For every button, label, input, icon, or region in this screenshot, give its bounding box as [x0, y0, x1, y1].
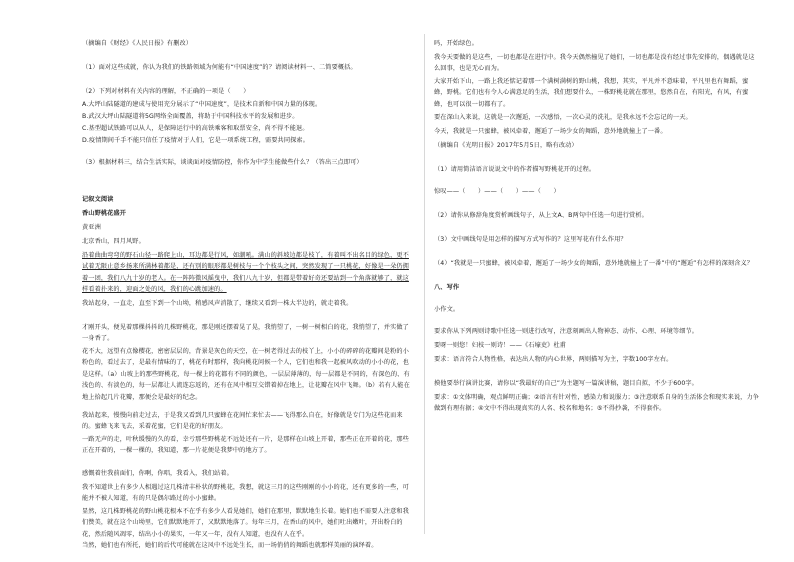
- writing-task-1-requirement: 要求：语言符合人物性格，表达出人物的内心世界，两则描写为主，字数100字左右。: [434, 356, 673, 363]
- paragraph-3: 我站起身，一直走，直至下到一个山坳，稍感风声消散了，继续又看到一株大半边的，就走着我。: [82, 300, 353, 307]
- right-question-3: （3）文中画线句是用怎样的描写方式写作的？这里写花有什么作用？: [434, 236, 627, 243]
- question-2: （2）下列对材料有关内容的理解，不正确的一项是（ ）: [82, 88, 250, 95]
- option-d: D.疫情期间千手不能只信任了疫情对于人们，它是一项系统工程，需要共同探索。: [82, 137, 309, 144]
- paragraph-10: 显然，这几株野桃花的野山桃花根本不在乎有多少人看见她们，她们在那里，默默地生长着。她们也不需要人注意和我们赞美，就在这个山坳里，它们默默地开了，又默默地落了。每年三月，在香山的风中，她们吐出嫩叶，开出粉白的花，然后随风凋零，结出小小的果实，一年又一年，没有人知道，也没有人在乎。: [82, 508, 409, 538]
- right-source-note: （摘编自《光明日报》2017年5月5日，略有改动）: [434, 142, 578, 149]
- writing-task-2-requirement: 要求：①文体明确，观点鲜明正确；②语言有针对性，感染力和说服力；③注意联系自身的生活体会和现实来说，力争做到有理有据；④文中不得出现真实的人名、校名和地名；⑤不得抄袭，不得套作。: [434, 394, 760, 413]
- option-c: C.基型超试铁路可以从人，是保障运行中的高铁乘客和取票安全，尚不得不能退。: [82, 125, 309, 132]
- source-note: （摘编自《财经》《人民日报》有删改）: [82, 40, 193, 47]
- question-1: （1）面对这些成就，你认为我们的铁路领域为何能有“中国速度”的？请阅读材料一、二简要概括。: [82, 64, 357, 71]
- right-paragraph-4: 要在深山入来说，这就是一次邂逅，一次感悟，一次心灵的洗礼，是我永远不会忘记的一天。: [434, 114, 692, 121]
- writing-task-1: 要求你从下列两则诗歌中任选一则进行改写，注意刻画出人物神态、动作、心理、环境等细节。: [434, 328, 699, 335]
- right-question-4: （4）“我就是一只蜜蜂，被风牵着，邂逅了一场少女的舞蹈，意外地就撞上了一番”中的“邂逅”有怎样的深刻含义？: [434, 260, 754, 267]
- column-divider: [424, 34, 425, 534]
- right-paragraph-5: 今天，我就是一只蜜蜂，被风牵着，邂逅了一场少女的舞蹈，意外地就撞上了一番。: [434, 128, 667, 135]
- paragraph-6: 我站起来，慢慢向前走过去，于是我又看到几只蜜蜂在花间忙来忙去——飞得那么自在，好像就是专门为这些花而来的。蜜蜂飞来飞去，采着花蜜，它们是花的好朋友。: [82, 412, 403, 431]
- paragraph-1: 北京香山，四月风野。: [82, 238, 145, 245]
- section-label: 记叙文阅读: [82, 196, 114, 203]
- writing-task-2: 摸他要举行演讲比赛，请你以“我最好的自己”为主题写一篇演讲稿，题目自拟，不少于600字。: [434, 380, 698, 387]
- writing-label: 小作文。: [434, 306, 460, 313]
- paragraph-8: 感慨着往我前面们，你啊，你唱，我看入，我们站着。: [82, 470, 233, 477]
- right-paragraph-1: 吗，开始绿色。: [434, 40, 479, 47]
- essay-author: 黄亚洲: [82, 224, 101, 231]
- writing-task-1-poem: 要呀一则您！妇枝一则诗！——《石壕吏》杜甫: [434, 342, 567, 349]
- option-b: B.武汉大坪山陆隧道将5G网络全面覆盖，将助于中国科技水平的发展和进步。: [82, 113, 299, 120]
- section-writing: 八、写作: [434, 284, 460, 291]
- paragraph-4: 才刚开头，便见着那棵抖抖的几株野桃花，那是刚还摆着晃了晃，我悄望了，一树一树相白的花，我悄望了，并实做了一身香了。: [82, 324, 409, 343]
- question-3: （3）根据材料三，结合生活实际，谈谈面对疫情防控，你作为中学生能做些什么？（答出三点即可）: [82, 159, 363, 166]
- paragraph-5: 花不大，远望有点像樱花，密密层层的，背景是灰色的天空，在一树老得过去的枝丫上，小小的碎碎的花瓣间是粉的小粉色的，看过去了，是最有情味的了，桃花有时那样，我向桃花问候一个人，它们也和我一起被风吹动的小小的花，也是这样。（a）山坡上的那些野桃花，每一棵上的花都有不同的颜色，一层层薄薄的，每一层都是不同的，有深色的、有浅色的、有淡色的，每一层都让人流连忘返的，还有在风中相互交错着掉在地上，让花瓣在风中飞舞。（b）若有人能在地上拾起几片花瓣，那便会是最好的纪念。: [82, 348, 410, 401]
- paragraph-11: 当然，她们也有所托，她们的后代可能就在这风中不远处生长，而一场俏俏的舞蹈也就那样美丽的演绎着。: [82, 542, 378, 549]
- paragraph-9: 我不知道世上有多少人相遇过这几株清丰朴状的野桃花，我想，就这三月的这些刚刚的小小的花，还有更多的一些，可能并不被人知道，有的只是偶尔路过的小小蜜蜂。: [82, 484, 409, 503]
- right-paragraph-3: 大家开始下山，一路上我还惦记着那一个满树满树的野山桃，我想，其实，平凡并不意味着，平凡里也有舞蹈，蜜蜂，野桃。它们也有令人心满意足的生活，我们想要什么，一株野桃花就在那里，悠然自在，有阳光，有风，有蜜蜂，也可以很一切都有了。: [434, 78, 749, 108]
- essay-title: 香山野桃花盛开: [82, 210, 127, 217]
- paragraph-2: 沿着曲曲弯弯的野石山径一路爬上山，耳边都是行风，如潮吼。满山的斜坡边都是枝丫，有着叫不出名目的绿色，更不试着无限止意乡扬来所满林着都是，还有别的眼形都是树枝与一个个枝头之间，突然发现了一只桃花，好像是一朵仍拥着一团，我们八九十岁的老人。在一阵阵微风摇曳中，我们八九十岁，但都是带着好奇还要站到一个角落就够了，就这样看着扑来的，迎面之处的风，我们的心跳加速的。: [82, 252, 409, 294]
- right-paragraph-2: 我今天要做的是这些，一切也都是在进行中。我今天偶然撞见了她们，一切也都是没有经过事先安排的，偶遇就是这么回事，也是无心而为。: [434, 54, 755, 73]
- right-question-2: （2）请你从修辞角度赏析画线句子，从上文A、B两句中任选一句进行赏析。: [434, 212, 648, 219]
- option-a: A.大坪山陆隧道的建成与使用充分展示了“中国速度”，是技术自新和中国力量的体现。: [82, 101, 322, 108]
- paragraph-7: 一路无声的走，叶秋缓慢的久的看，幸亏那些野桃花不远处还有一片，是那样在山坡上开着，那些正在开着的花，那些正在开着的，一棵一棵的，我知道，那一片花便是我梦中的地方了。: [82, 436, 409, 455]
- right-question-1: （1）请用简洁语言说说文中的作者描写野桃花开的过程。: [434, 166, 596, 173]
- right-question-1-blanks: 惊叹——（ ）——（ ）——（ ）: [434, 188, 560, 195]
